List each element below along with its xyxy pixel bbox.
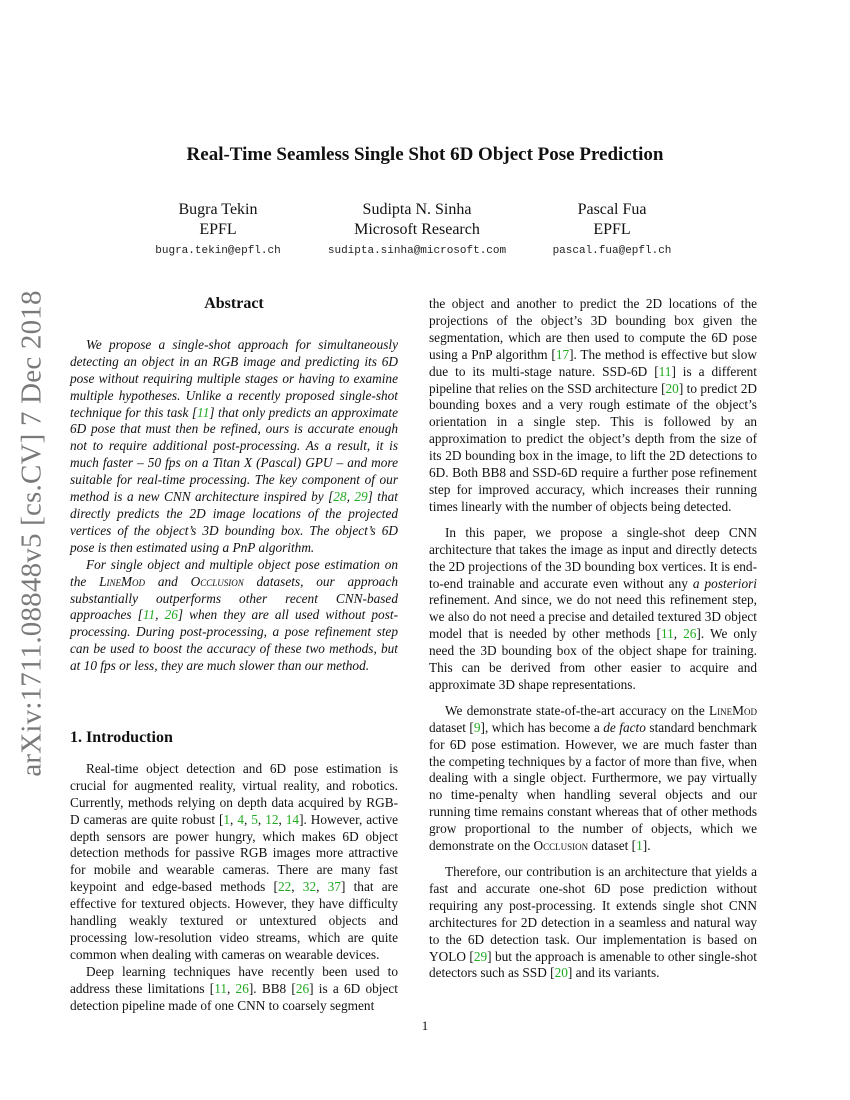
body-paragraph xyxy=(429,703,757,855)
arxiv-identifier-text: arXiv:1711.08848v5 [cs.CV] 7 Dec 2018 xyxy=(15,289,48,777)
author-email[interactable]: sudipta.sinha@microsoft.com xyxy=(327,245,507,257)
text-run: Deep learning techniques have recently been used to address these limitations [ xyxy=(70,963,398,996)
body-paragraph xyxy=(429,296,757,516)
citation-link[interactable]: 1 xyxy=(223,811,231,827)
text-run: the object and another to predict the 2D locations of the projections of the object’s 3D bounding box given the segmentation, which are then used to compute the 6D pose using a PnP algorithm [ xyxy=(429,296,757,362)
text-run: ]. The method is effective but slow due to its multi-stage nature. SSD-6D [ xyxy=(429,346,757,379)
body-paragraph xyxy=(429,525,757,694)
text-run: ] when they are all used without post-processing. During post-processing, a pose refinement step can be used to boost the accuracy of these two methods, but at 10 fps or less, they are much slower than our method. xyxy=(70,607,398,674)
text-run: , xyxy=(243,811,252,827)
left-column xyxy=(70,296,398,1015)
citation-link[interactable]: 26 xyxy=(683,626,697,642)
text-run: ] is a different pipeline that relies on the SSD architecture [ xyxy=(429,363,757,396)
text-run: ] but the approach is amenable to other single-shot detectors such as SSD [ xyxy=(429,948,757,981)
text-run: ] to predict 2D bounding boxes and a very rough estimate of the object’s orientation in a single step. This is followed by an approximation to predict the object’s depth from the size of its 2D bounding box in the image, to lift the 2D detections to 6D. Both BB8 and SSD-6D require a further pose refinement step for improved accuracy, which increases their running times linearly with the number of objects being detected. xyxy=(429,380,757,514)
right-column xyxy=(429,296,757,982)
citation-link[interactable]: 26 xyxy=(295,980,310,996)
body-paragraph xyxy=(429,864,757,982)
text-run: datasets, our approach substantially outperforms other recent CNN-based approaches [ xyxy=(70,573,398,623)
body-paragraph xyxy=(70,761,398,964)
author-affiliation: EPFL xyxy=(199,221,237,238)
text-run: refinement. And since, we do not need this refinement step, we also do not need a precise and detailed textured 3D object model that is needed by other methods [ xyxy=(429,592,757,642)
author-email[interactable]: bugra.tekin@epfl.ch xyxy=(155,245,281,257)
citation-link[interactable]: 29 xyxy=(354,489,368,505)
text-run: Therefore, our contribution is an architecture that yields a fast and accurate one-shot 6D pose prediction without requiring any post-processing. It extends single shot CNN architectures for 2D detection in a seamless and natural way to the 6D detection task. Our implementation is based on YOLO [ xyxy=(429,864,757,964)
citation-link[interactable]: 9 xyxy=(473,719,481,735)
citation-link[interactable]: 5 xyxy=(251,811,258,827)
text-run: , xyxy=(291,879,303,895)
text-run: We propose a single-shot approach for simultaneously detecting an object in an RGB image and predicting its 6D pose without requiring multiple stages or having to examine multiple hypotheses. Unlike a recently proposed single-shot technique for this task [ xyxy=(70,336,398,420)
page-number: 1 xyxy=(421,1018,429,1033)
text-run: , xyxy=(230,811,238,827)
text-run: ]. However, active depth sensors are power hungry, which makes 6D object detection methods for passive RGB images more attractive for mobile and wearable cameras. There are many fast keypoint and edge-based methods [ xyxy=(70,811,398,895)
emphasis: de facto xyxy=(603,719,646,735)
dataset-name: LineMod xyxy=(99,573,146,589)
citation-link[interactable]: 20 xyxy=(554,965,568,981)
citation-link[interactable]: 11 xyxy=(214,980,227,996)
citation-link[interactable]: 37 xyxy=(327,879,341,895)
author-name: Sudipta N. Sinha xyxy=(362,201,472,218)
dataset-name: Occlusion xyxy=(533,838,589,854)
dataset-name: Occlusion xyxy=(190,573,244,589)
citation-link[interactable]: 26 xyxy=(235,980,249,996)
citation-link[interactable]: 11 xyxy=(142,607,156,623)
text-run: , xyxy=(155,607,165,623)
citation-link[interactable]: 28 xyxy=(333,489,347,505)
text-run: , xyxy=(278,811,286,827)
text-run: For single object and multiple object pose estimation on the xyxy=(70,556,398,589)
citation-link[interactable]: 4 xyxy=(237,811,244,827)
citation-link[interactable]: 20 xyxy=(665,380,679,396)
body-paragraph xyxy=(70,964,398,1015)
text-run: , xyxy=(316,879,328,895)
citation-link[interactable]: 11 xyxy=(197,404,210,420)
text-run: ]. We only need the 3D bounding box of the object shape for training. This can be derived from other easier to acquire and approximate 3D shape representations. xyxy=(429,626,758,692)
text-run: Real-time object detection and 6D pose estimation is crucial for augmented reality, virtual reality, and robotics. Currently, methods relying on depth data acquired by RGB-D cameras are quite robust [ xyxy=(70,760,398,827)
text-run: In this paper, we propose a single-shot deep CNN architecture that takes the image as input and directly detects the 2D projections of the 3D bounding box vertices. It is end-to-end trainable and accurate even without any xyxy=(429,524,757,591)
text-run: ]. xyxy=(642,838,651,854)
author-email[interactable]: pascal.fua@epfl.ch xyxy=(552,245,672,257)
text-run: , xyxy=(346,489,355,505)
text-run: ] is a 6D object detection pipeline made of one CNN to coarsely segment xyxy=(70,980,398,1013)
text-run: ] that directly predicts the 2D image locations of the projected vertices of the object’s 3D bounding box. The object’s 6D pose is then estimated using a PnP algorithm. xyxy=(70,489,398,555)
text-run: , xyxy=(673,626,684,642)
abstract-paragraph xyxy=(70,337,398,557)
text-run: ], which has become a xyxy=(480,719,604,735)
citation-link[interactable]: 22 xyxy=(277,879,292,895)
citation-link[interactable]: 17 xyxy=(555,346,570,362)
citation-link[interactable]: 1 xyxy=(636,838,643,854)
text-run: , xyxy=(227,980,236,996)
author-name: Bugra Tekin xyxy=(178,201,258,218)
author-name: Pascal Fua xyxy=(577,201,647,218)
citation-link[interactable]: 11 xyxy=(658,363,672,379)
citation-link[interactable]: 26 xyxy=(164,607,178,623)
text-run: ] that only predicts an approximate 6D pose that must then be refined, ours is accurate enough not to require additional post-processing. As a result, it is much faster – 50 fps on a Titan X (Pascal) GPU – and more suitable for real-time processing. The key component of our method is a new CNN architecture inspired by [ xyxy=(70,404,399,505)
text-run: ] and its variants. xyxy=(567,965,660,981)
author-affiliation: EPFL xyxy=(593,221,631,238)
citation-link[interactable]: 32 xyxy=(302,879,317,895)
text-run: dataset [ xyxy=(588,838,637,854)
arxiv-identifier xyxy=(12,289,52,777)
text-run: ]. BB8 [ xyxy=(248,980,296,996)
author-block xyxy=(507,200,717,257)
text-run: dataset [ xyxy=(429,719,474,735)
text-run: We demonstrate state-of-the-art accuracy on the xyxy=(445,702,710,718)
paper-title: Real-Time Seamless Single Shot 6D Object Pose Prediction xyxy=(186,144,664,165)
citation-link[interactable]: 14 xyxy=(285,811,300,827)
author-affiliation: Microsoft Research xyxy=(354,221,480,238)
citation-link[interactable]: 12 xyxy=(265,811,279,827)
citation-link[interactable]: 29 xyxy=(473,948,488,964)
author-block xyxy=(312,200,522,257)
abstract-heading: Abstract xyxy=(204,295,264,312)
text-run: ] that are effective for textured objects. However, they have difficulty handling weakly textured or untextured objects and processing low-resolution video streams, which are quite common when dealing with cameras on wearable devices. xyxy=(70,879,399,962)
citation-link[interactable]: 11 xyxy=(660,626,674,642)
section-heading: 1. Introduction xyxy=(70,729,173,747)
text-run: , xyxy=(257,811,266,827)
abstract-paragraph xyxy=(70,557,398,675)
text-run: and xyxy=(145,573,191,589)
abstract xyxy=(70,337,398,675)
author-block xyxy=(113,200,323,257)
emphasis: a posteriori xyxy=(692,575,757,591)
dataset-name: LineMod xyxy=(709,702,757,718)
text-run: standard benchmark for 6D pose estimation. However, we are much faster than the competing techniques by a factor of more than five, when dealing with a single object. Furthermore, we pay virtually no time-penalty when handling several objects and our running time remains constant whereas that of other methods grow proportional to the number of objects, which we demonstrate on the xyxy=(429,719,758,854)
